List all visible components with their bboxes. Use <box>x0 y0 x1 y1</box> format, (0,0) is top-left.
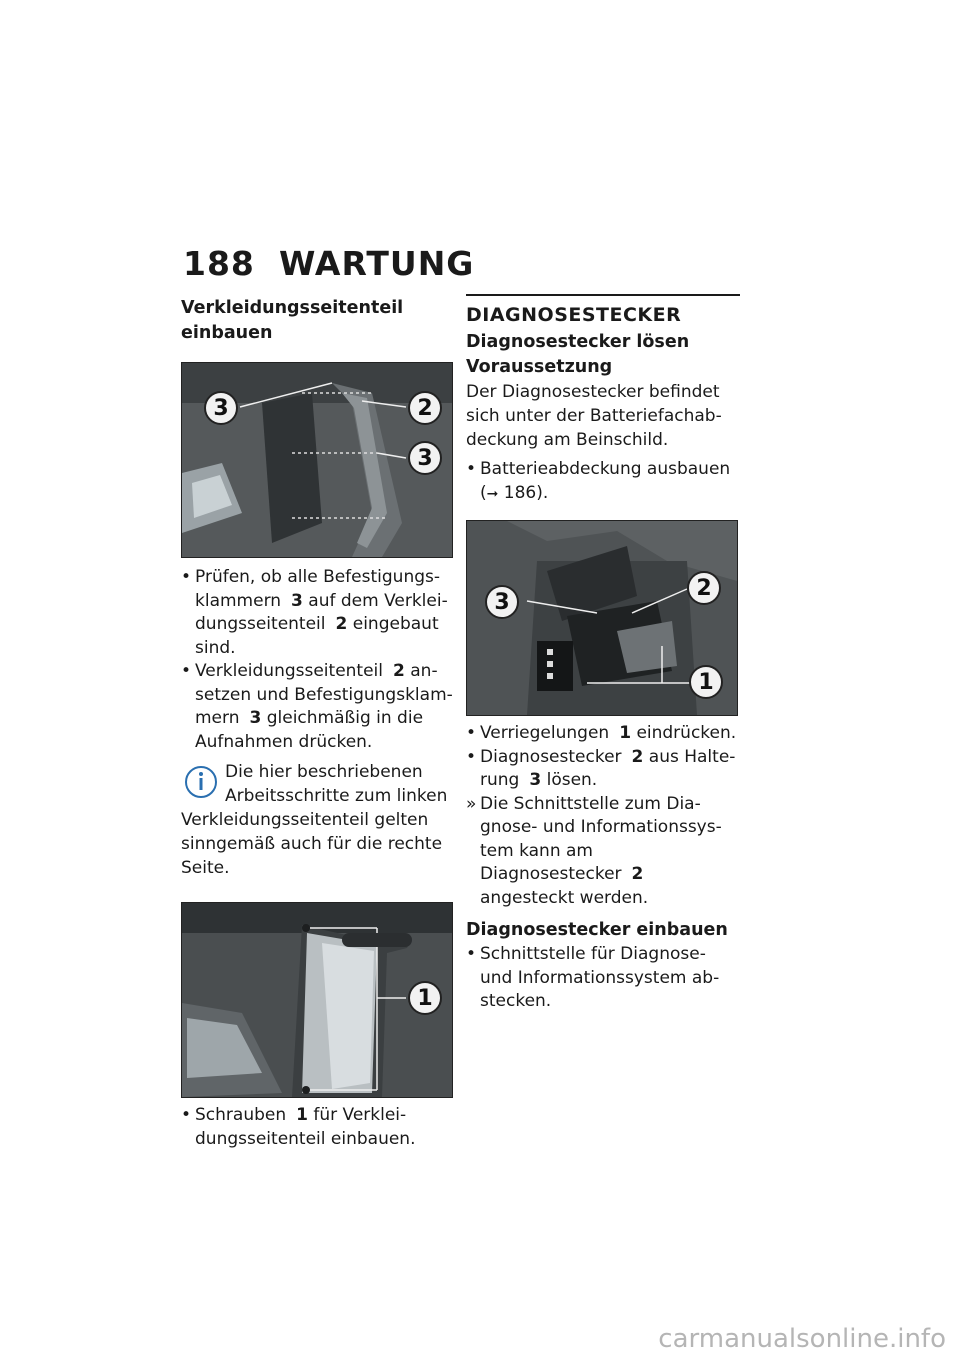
steps-release <box>466 722 740 910</box>
step-disconnect-interface: • Schnittstelle für Diagnose- und Informationssystem abstecken. <box>466 943 740 1014</box>
page-number: 188 <box>183 244 255 283</box>
steps-install-connector <box>466 943 740 1014</box>
steps-screws <box>181 1104 453 1151</box>
chapter-title: WARTUNG <box>279 244 475 283</box>
page-ref-link[interactable]: 186 <box>503 482 537 503</box>
step-check-clips: • Prüfen, ob alle Befestigungsklammern 3 auf dem Verkleidungsseitenteil 2 eingebaut sind. <box>181 566 453 660</box>
subhead-release-connector: Diagnosestecker lösen <box>466 332 690 352</box>
step-remove-battery-cover: • Batterieabdeckung ausbauen (➞ 186). <box>466 458 740 506</box>
info-icon <box>183 764 219 800</box>
callout-1-screws: 1 <box>408 981 442 1015</box>
page-ref-arrow-icon: ➞ <box>486 485 499 502</box>
subhead-requirement: Voraussetzung <box>466 357 613 377</box>
right-column <box>466 294 740 1014</box>
step-attach-panel: • Verkleidungsseitenteil 2 ansetzen und Befestigungsklammern 3 gleichmäßig in die Aufnahmen drücken. <box>181 660 453 754</box>
callout-3-mid: 3 <box>408 441 442 475</box>
section-title-diagnostic: DIAGNOSESTECKER <box>466 294 740 328</box>
left-column <box>181 296 453 1151</box>
result-interface-connect: » Die Schnittstelle zum Diagnose- und Informationssystem kann am Diagnosestecker 2 angesteckt werden. <box>466 793 740 911</box>
figure-screws <box>181 902 453 1098</box>
figure-panel-clips <box>181 362 453 558</box>
steps-panel-install <box>181 566 453 754</box>
watermark: carmanualsonline.info <box>658 1324 946 1354</box>
prestep-list <box>466 458 740 506</box>
callout-1-latch: 1 <box>689 665 723 699</box>
callout-3-top: 3 <box>204 391 238 425</box>
info-note <box>181 760 453 880</box>
note-text-rest: Verkleidungsseitenteil gelten sinngemäß auch für die rechte Seite. <box>181 810 443 878</box>
page-header <box>183 244 474 283</box>
callout-3-holder: 3 <box>485 585 519 619</box>
callout-2: 2 <box>408 391 442 425</box>
subhead-install-connector: Diagnosestecker einbauen <box>466 920 728 940</box>
step-release-connector: • Diagnosestecker 2 aus Halterung 3 lösen. <box>466 746 740 793</box>
requirement-text: Der Diagnosestecker befindet sich unter der Batteriefachabdeckung am Beinschild. <box>466 382 722 450</box>
step-press-latches: • Verriegelungen 1 eindrücken. <box>466 722 740 746</box>
section-subhead-install-panel: Verkleidungsseitenteil einbauen <box>181 298 404 343</box>
callout-2-connector: 2 <box>687 571 721 605</box>
step-install-screws: • Schrauben 1 für Verkleidungsseitenteil einbauen. <box>181 1104 453 1151</box>
note-text-first: Die hier beschriebenen Arbeitsschritte zum linken <box>225 762 448 806</box>
figure-diagnostic-connector <box>466 520 738 716</box>
